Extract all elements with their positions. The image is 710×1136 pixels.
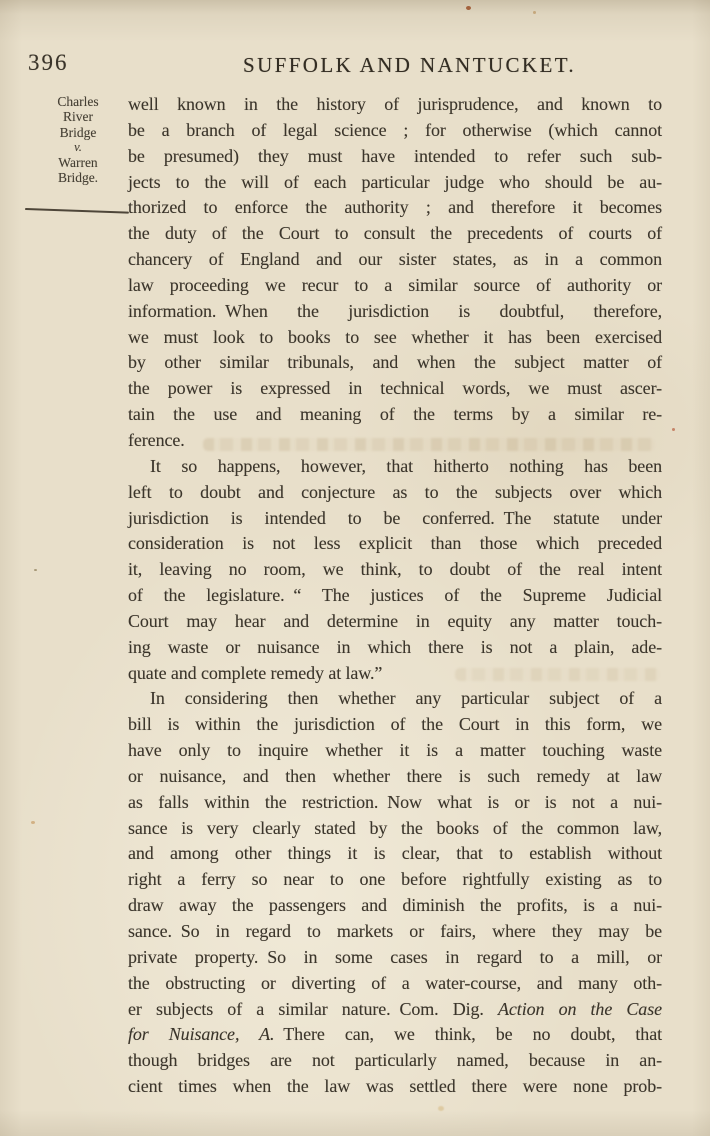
paper-speck bbox=[31, 821, 35, 824]
text-line: tain the use and meaning of the terms by a similar re- bbox=[128, 404, 662, 425]
paper-speck bbox=[533, 11, 536, 14]
text-line: bill is within the jurisdiction of the Court in this form, we bbox=[128, 714, 662, 735]
margin-note-line: River bbox=[63, 109, 93, 125]
text-line: as falls within the restriction. Now what is or is not a nui- bbox=[128, 791, 662, 812]
text-line: sance is very clearly stated by the books of the common law, bbox=[128, 817, 662, 838]
paper-speck bbox=[672, 428, 675, 431]
text-line: jects to the will of each particular judge who should be au- bbox=[128, 171, 662, 192]
text-line: of the legislature. “ The justices of the Supreme Judicial bbox=[128, 585, 662, 606]
text-line: though bridges are not particularly named, because in an- bbox=[128, 1050, 662, 1071]
running-head: SUFFOLK AND NANTUCKET. bbox=[243, 53, 577, 77]
text-line: well known in the history of jurisprudence, and known to bbox=[128, 94, 662, 114]
text-line: information. When the jurisdiction is doubtful, therefore, bbox=[128, 300, 662, 321]
margin-note-line: Warren bbox=[58, 155, 98, 171]
paper-speck bbox=[438, 1106, 444, 1111]
text-line: cient times when the law was settled there were none prob- bbox=[128, 1076, 662, 1097]
text-line: by other similar tribunals, and when the subject matter of bbox=[128, 352, 662, 373]
citation-italic-text: Action on the Case bbox=[498, 998, 662, 1019]
text-line: or nuisance, and then whether there is such remedy at law bbox=[128, 765, 662, 786]
text-line: private property. So in some cases in regard to a mill, or bbox=[128, 946, 662, 967]
margin-note-line: Bridge bbox=[59, 124, 97, 140]
text-line: draw away the passengers and diminish the profits, is a nui- bbox=[128, 895, 662, 916]
text-line: the power is expressed in technical words, we must ascer- bbox=[128, 378, 662, 399]
text-line: it, leaving no room, we think, to doubt of the real intent bbox=[128, 559, 662, 580]
text-line: Court may hear and determine in equity any matter touch- bbox=[128, 610, 662, 631]
text-line: sance. So in regard to markets or fairs, where they may be bbox=[128, 921, 662, 941]
text-line: jurisdiction is intended to be conferred. The statute under bbox=[128, 507, 662, 528]
text-line: the obstructing or diverting of a water-course, and many oth- bbox=[128, 972, 662, 993]
show-through-smudge bbox=[455, 668, 660, 681]
text-line: be presumed) they must have intended to refer such sub- bbox=[128, 145, 662, 166]
text-segment: There can, we think, be no doubt, that bbox=[274, 1024, 662, 1045]
page-number: 396 bbox=[28, 50, 69, 75]
margin-note-line: v. bbox=[74, 139, 82, 154]
text-line-with-citation bbox=[128, 997, 662, 1023]
text-line: we must look to books to see whether it has been exercised bbox=[128, 326, 662, 347]
text-line: have only to inquire whether it is a matter touching waste bbox=[128, 740, 662, 761]
paper-speck bbox=[34, 569, 37, 571]
margin-note-rule bbox=[25, 208, 129, 214]
text-line: ference. bbox=[128, 429, 185, 450]
text-line: law proceeding we recur to a similar source of authority or bbox=[128, 274, 662, 295]
text-line: It so happens, however, that hitherto nothing has been bbox=[150, 455, 662, 476]
text-line: thorized to enforce the authority ; and therefore it becomes bbox=[128, 197, 662, 218]
citation-italic-text: for Nuisance, A. bbox=[128, 1024, 275, 1045]
text-line-with-citation bbox=[128, 1022, 662, 1048]
text-line: chancery of England and our sister states, as in a common bbox=[128, 249, 662, 270]
text-line: ing waste or nuisance in which there is not a plain, ade- bbox=[128, 636, 662, 657]
text-line: left to doubt and conjecture as to the subjects over which bbox=[128, 481, 662, 502]
margin-note-line: Charles bbox=[57, 94, 99, 109]
text-segment: er subjects of a similar nature. Com. Dig. bbox=[128, 998, 499, 1019]
text-line: and among other things it is clear, that to establish without bbox=[128, 843, 662, 864]
paper-speck bbox=[466, 6, 471, 10]
text-line: quate and complete remedy at law.” bbox=[128, 662, 383, 683]
text-line: the duty of the Court to consult the precedents of courts of bbox=[128, 223, 662, 244]
body-text bbox=[128, 92, 662, 1100]
text-line: right a ferry so near to one before rightfully existing as to bbox=[128, 869, 662, 890]
text-line: In considering then whether any particular subject of a bbox=[150, 688, 662, 709]
show-through-smudge bbox=[203, 438, 655, 451]
text-line: consideration is not less explicit than those which preceded bbox=[128, 533, 662, 554]
text-line: be a branch of legal science ; for otherwise (which cannot bbox=[128, 119, 662, 140]
margin-note-line: Bridge. bbox=[57, 170, 99, 186]
margin-note-case-name bbox=[28, 94, 128, 186]
